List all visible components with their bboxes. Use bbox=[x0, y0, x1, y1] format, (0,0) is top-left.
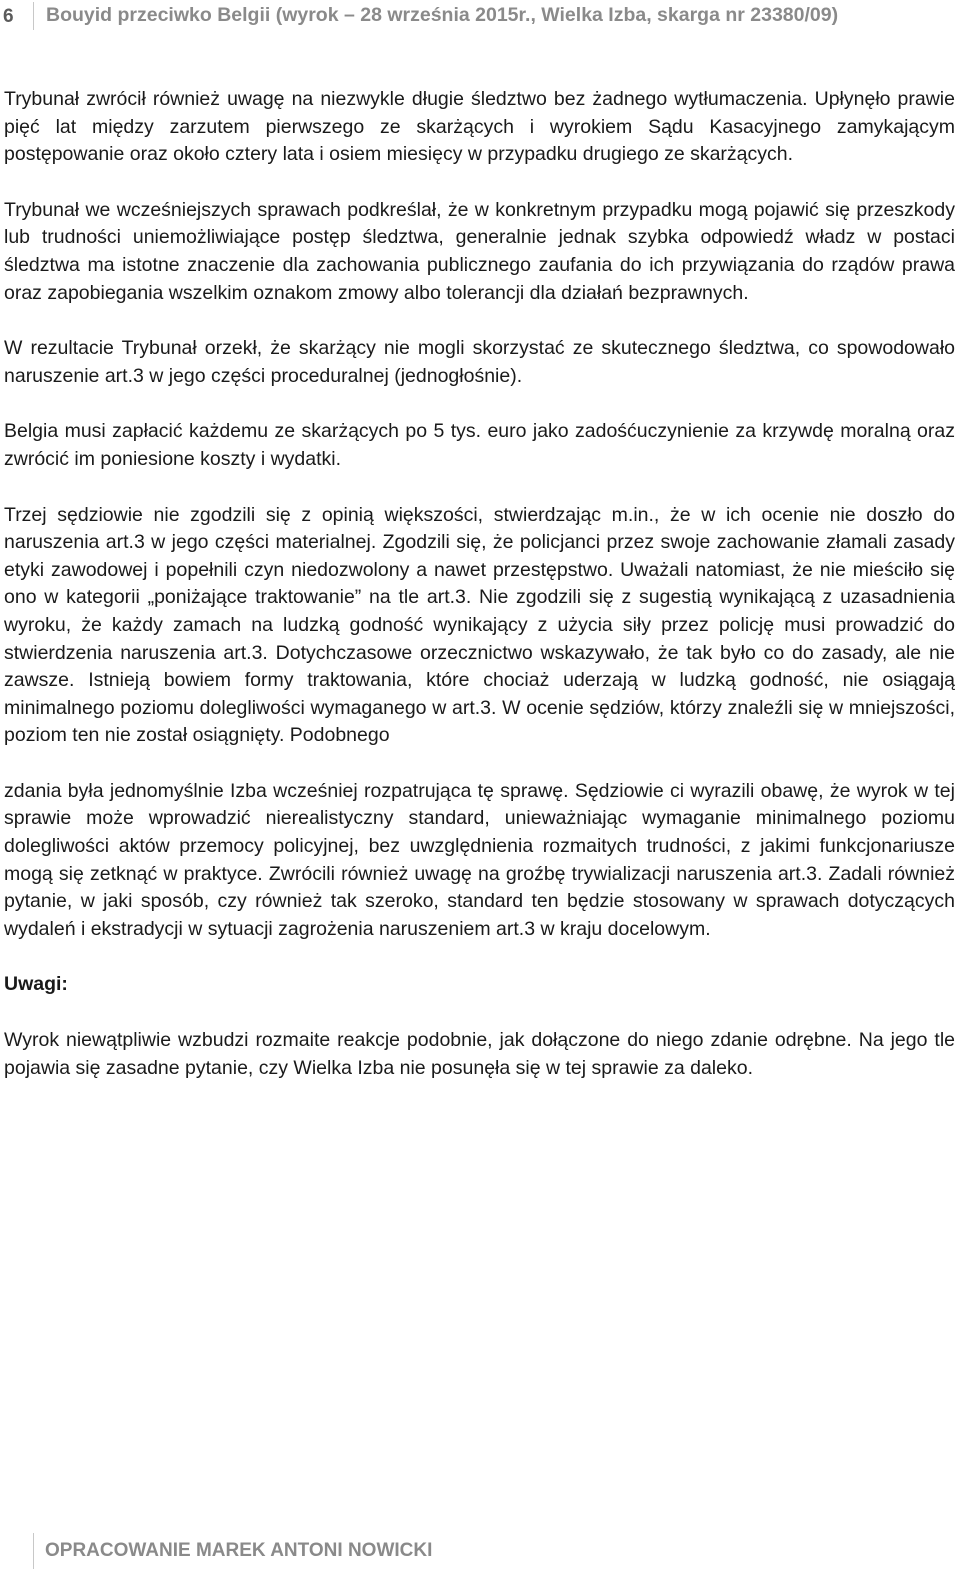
paragraph-investigation-length: Trybunał zwrócił również uwagę na niezwykle długie śledztwo bez żadnego wytłumaczenia. Upłynęło prawie pięć lat między zarzutem pierwszego ze skarżących i wyrokiem Sądu Kasacyjnego zamykającym postępowanie oraz około cztery lata i osiem miesięcy w przypadku drugiego ze skarżących. bbox=[4, 88, 955, 166]
footer-divider bbox=[33, 1533, 34, 1569]
paragraph-dissent: Trzej sędziowie nie zgodzili się z opinią większości, stwierdzając m.in., że w ich ocenie nie doszło do naruszenia art.3 w jego części materialnej. Zgodzili się, że policjanci przez swoje zachowanie złamali zasady etyki zawodowej i popełnili czyn niedozwolony a nawet przestępstwo. Uważali natomiast, że nie mieściło się ono w kategorii „poniżające traktowanie” na tle art.3. Nie zgodzili się z sugestią wynikającą z uzasadnienia wyroku, że każdy zamach na ludzką godność wynikający z użycia siły przez policję musi prowadzić do stwierdzenia naruszenia art.3. Dotychczasowe orzecznictwo wskazywało, że tak było co do zasady, ale nie zawsze. Istnieją bowiem formy traktowania, które chociaż uderzają w ludzką godność, nie osiągają minimalnego poziomu dolegliwości wymaganego w art.3. W ocenie sędziów, którzy znaleźli się w mniejszości, poziom ten nie został osiągnięty. Podobnego bbox=[4, 503, 955, 747]
header-divider bbox=[33, 2, 34, 30]
paragraph-compensation: Belgia musi zapłacić każdemu ze skarżących po 5 tys. euro jako zadośćuczynienie za krzywdę moralną oraz zwrócić im poniesione koszty i wydatki. bbox=[4, 420, 955, 470]
paragraph-dissent-continued: zdania była jednomyślnie Izba wcześniej rozpatrująca tę sprawę. Sędziowie ci wyrazili obawę, że wyrok w tej sprawie może wprowadzić nierealistyczny standard, unieważniając wymaganie minimalnego poziomu dolegliwości aktów przemocy policyjnej, bez uwzględnienia rozmaitych trudności, z jakimi funkcjonariusze mogą się zetknąć w praktyce. Zwrócili również uwagę na groźbę trywializacji naruszenia art.3. Zadali również pytanie, w jaki sposób, czy również tak szeroko, standard ten będzie stosowany w sprawach dotyczących wydaleń i ekstradycji w sytuacji zagrożenia naruszeniem art.3 w kraju docelowym. bbox=[4, 779, 955, 940]
paragraph-ruling: W rezultacie Trybunał orzekł, że skarżący nie mogli skorzystać ze skutecznego śledztwa, co spowodowało naruszenie art.3 w jego części proceduralnej (jednogłośnie). bbox=[4, 337, 955, 387]
page-header bbox=[0, 0, 960, 34]
paragraph-remarks: Wyrok niewątpliwie wzbudzi rozmaite reakcje podobnie, jak dołączone do niego zdanie odrębne. Na jego tle pojawia się zasadne pytanie, czy Wielka Izba nie posunęła się w tej sprawie za daleko. bbox=[4, 1029, 955, 1079]
document-body bbox=[4, 86, 955, 1110]
page-footer bbox=[0, 1530, 960, 1576]
paragraph-earlier-cases: Trybunał we wcześniejszych sprawach podkreślał, że w konkretnym przypadku mogą pojawić się przeszkody lub trudności uniemożliwiające postęp śledztwa, generalnie jednak szybka odpowiedź władz w postaci śledztwa ma istotne znaczenie dla zachowania publicznego zaufania do ich przywiązania do rządów prawa oraz zapobiegania wszelkim oznakom zmowy albo tolerancji dla działań bezprawnych. bbox=[4, 198, 955, 304]
page-number: 6 bbox=[3, 6, 14, 27]
running-title: Bouyid przeciwko Belgii (wyrok – 28 września 2015r., Wielka Izba, skarga nr 23380/09) bbox=[46, 4, 839, 26]
footer-author: OPRACOWANIE MAREK ANTONI NOWICKI bbox=[45, 1540, 433, 1561]
remarks-heading: Uwagi: bbox=[4, 973, 68, 996]
